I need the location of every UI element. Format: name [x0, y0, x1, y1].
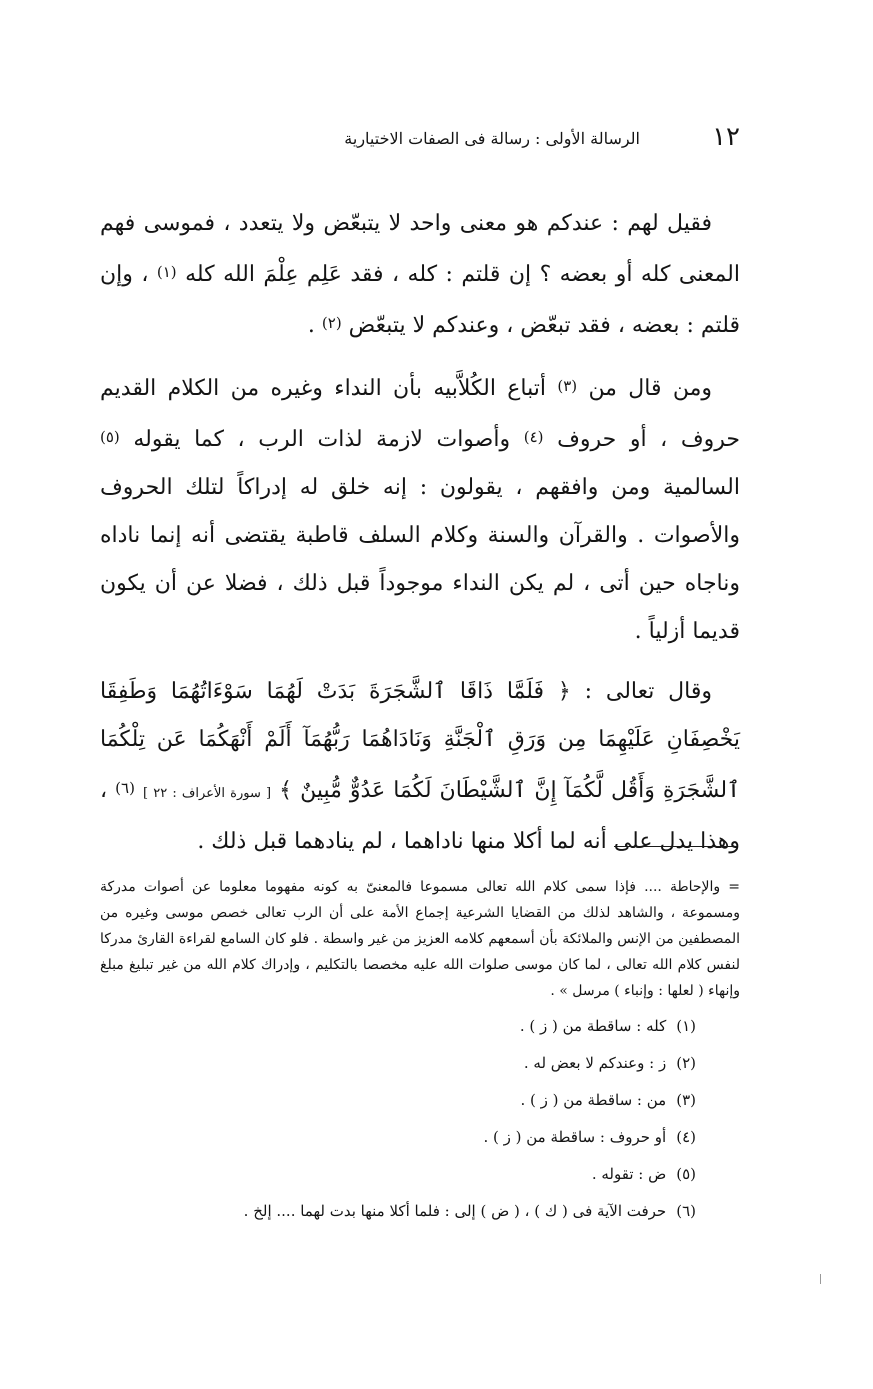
- footnote-number: (٤): [676, 1128, 696, 1146]
- footnote-number: (٥): [676, 1165, 696, 1183]
- footnote-number: (١): [676, 1017, 696, 1035]
- paragraph-3: [100, 668, 740, 866]
- paragraph-2-part-a: أتباع الكُلاَّبيه بأن النداء وغيره من الكلام القديم حروف ، أو حروف: [100, 376, 741, 452]
- footnote-number: (٣): [676, 1091, 696, 1109]
- footnote-marker-5: (٥): [100, 428, 120, 446]
- footnote-text: من : ساقطة من ( ز ) .: [520, 1091, 667, 1109]
- footnote-marker-3: (٣): [557, 377, 578, 395]
- paragraph-2-part-c: السالمية ومن وافقهم ، يقولون : إنه خلق له إدراكاً لتلك الحروف والأصوات . والقرآن والسنة وكلام السلف قاطبة يقتضى أنه إنما ناداه وناجاه حين أتى ، لم يكن النداء موجوداً قبل ذلك ، فضلا عن أن يكون قديما أزلياً .: [100, 475, 740, 644]
- footnote-marker-1: (١): [156, 263, 177, 281]
- paragraph-3-end: ، وهذا يدل على أنه لما أكلا منها ناداهما ، لم ينادهما قبل ذلك .: [100, 778, 740, 854]
- main-text: [100, 200, 740, 866]
- footnote-item: [100, 1119, 696, 1156]
- running-title: الرسالة الأولى : رسالة فى الصفات الاختيارية: [344, 129, 640, 148]
- paragraph-1-end: .: [307, 313, 315, 338]
- margin-mark: [820, 1274, 821, 1284]
- footnotes: [100, 874, 740, 1230]
- paragraph-2-start: ومن قال من: [588, 376, 712, 401]
- paragraph-3-start: وقال تعالى :: [584, 679, 712, 704]
- footnote-text: حرفت الآية فى ( ك ) ، ( ض ) إلى : فلما أكلا منها بدت لهما .... إلخ .: [243, 1202, 667, 1220]
- page-number: ١٢: [712, 122, 740, 152]
- footnote-number: (٢): [676, 1054, 696, 1072]
- footnote-text: ز : وعندكم لا بعض له .: [523, 1054, 667, 1072]
- footnote-marker-2: (٢): [321, 314, 342, 332]
- footnote-marker-6: (٦): [115, 779, 135, 797]
- footnote-text: أو حروف : ساقطة من ( ز ) .: [483, 1128, 667, 1146]
- footnote-item: [100, 1156, 696, 1193]
- footnote-continuation: = والإحاطة .... فإذا سمى كلام الله تعالى مسموعا فالمعنىّ به كونه مفهوما معلوما عن أصوات مدركة ومسموعة ، والشاهد لذلك من القضايا الشرعية إجماع الأمة على أن الرب تعالى خصص موسى وغيره من المصطفين من الإنس والملائكة بأن أسمعهم كلامه العزيز من غير واسطة . فلو كان السامع لقراءة القارئ مدركا لنفس كلام الله تعالى ، لما كان موسى صلوات الله عليه مخصصا بالتكليم ، وإدراك كلام الله من غير تبليغ مبلغ وإنهاء ( لعلها : وإنباء ) مرسل » .: [100, 879, 740, 999]
- paragraph-2-part-b: وأصوات لازمة لذات الرب ، كما يقوله: [133, 427, 511, 452]
- footnote-separator: [614, 846, 736, 847]
- footnote-item: [100, 1082, 696, 1119]
- paragraph-1-middle: ، وإن قلتم : بعضه ، فقد تبعّض ، وعندكم لا يتبعّض: [100, 262, 740, 338]
- paragraph-1-text: فقيل لهم : عندكم هو معنى واحد لا يتبعّض ولا يتعدد ، فموسى فهم المعنى كله أو بعضه ؟ إن قلتم : كله ، فقد عَلِم عِلْمَ الله كله: [100, 211, 740, 287]
- footnote-list: [100, 1008, 740, 1230]
- paragraph-1: [100, 200, 740, 350]
- quran-verse: ﴿ فَلَمَّا ذَاقَا ٱلشَّجَرَةَ بَدَتْ لَهُمَا سَوْءَاتُهُمَا وَطَفِقَا يَخْصِفَانِ عَلَيْهِمَا مِن وَرَقِ ٱلْجَنَّةِ وَنَادَاهُمَا رَبُّهُمَآ أَلَمْ أَنْهَكُمَا عَن تِلْكُمَا ٱلشَّجَرَةِ وَأَقُل لَّكُمَآ إِنَّ ٱلشَّيْطَانَ لَكُمَا عَدُوٌّ مُّبِينٌ ﴾: [100, 679, 740, 803]
- footnote-number: (٦): [676, 1202, 696, 1220]
- verse-reference: [ سورة الأعراف : ٢٢ ]: [142, 786, 272, 801]
- footnote-text: ض : تقوله .: [591, 1165, 667, 1183]
- footnote-item: [100, 1193, 696, 1230]
- footnote-marker-4: (٤): [523, 428, 544, 446]
- footnote-item: [100, 1045, 696, 1082]
- paragraph-2: [100, 362, 740, 656]
- footnote-item: [100, 1008, 696, 1045]
- page-header: [100, 120, 740, 160]
- footnote-text: كله : ساقطة من ( ز ) .: [519, 1017, 667, 1035]
